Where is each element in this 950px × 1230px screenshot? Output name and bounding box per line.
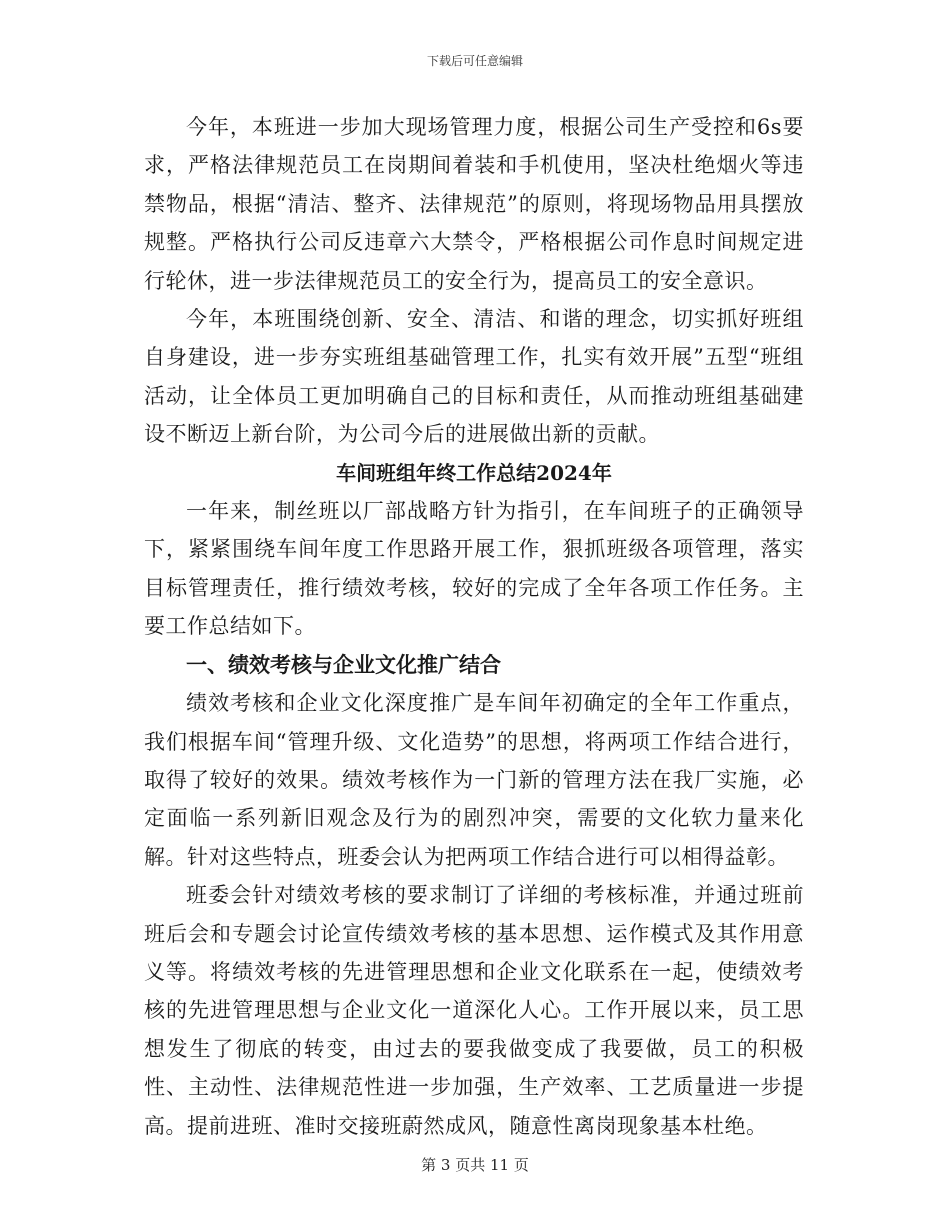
page-header: 下载后可任意编辑 (426, 54, 523, 68)
document-body (144, 108, 804, 1145)
paragraph-assessment-standards: 班委会针对绩效考核的要求制订了详细的考核标准，并通过班前班后会和专题会讨论宣传绩效考核的基本思想、运作模式及其作用意义等。将绩效考核的先进管理思想和企业文化联系在一起，使绩效考核的先进管理思想与企业文化一道深化人心。工作开展以来，员工思想发生了彻底的转变，由过去的要我做变成了我要做，员工的积极性、主动性、法律规范性进一步加强，生产效率、工艺质量进一步提高。提前进班、准时交接班蔚然成风，随意性离岗现象基本杜绝。 (144, 883, 804, 1138)
section-heading-1: 一、绩效考核与企业文化推广结合 (186, 651, 501, 677)
paragraph-team-building: 今年，本班围绕创新、安全、清洁、和谐的理念，切实抓好班组自身建设，进一步夯实班组基础管理工作，扎实有效开展”五型“班组活动，让全体员工更加明确自己的目标和责任，从而推动班组基础建设不断迈上新台阶，为公司今后的进展做出新的贡献。 (144, 307, 804, 447)
paragraph-intro: 一年来，制丝班以厂部战略方针为指引，在车间班子的正确领导下，紧紧围绕车间年度工作思路开展工作，狠抓班级各项管理，落实目标管理责任，推行绩效考核，较好的完成了全年各项工作任务。主要工作总结如下。 (144, 499, 804, 639)
paragraph-performance-culture: 绩效考核和企业文化深度推广是车间年初确定的全年工作重点，我们根据车间“管理升级、文化造势”的思想，将两项工作结合进行，取得了较好的效果。绩效考核作为一门新的管理方法在我厂实施，必定面临一系列新旧观念及行为的剧烈冲突，需要的文化软力量来化解。针对这些特点，班委会认为把两项工作结合进行可以相得益彰。 (144, 691, 804, 869)
paragraph-site-management: 今年，本班进一步加大现场管理力度，根据公司生产受控和6s要求，严格法律规范员工在岗期间着装和手机使用，坚决杜绝烟火等违禁物品，根据“清洁、整齐、法律规范”的原则，将现场物品用具摆放规整。严格执行公司反违章六大禁令，严格根据公司作息时间规定进行轮休，进一步法律规范员工的安全行为，提高员工的安全意识。 (144, 115, 804, 293)
document-title: 车间班组年终工作总结2024年 (336, 460, 612, 485)
page-footer: 第 3 页共 11 页 (421, 1156, 529, 1174)
